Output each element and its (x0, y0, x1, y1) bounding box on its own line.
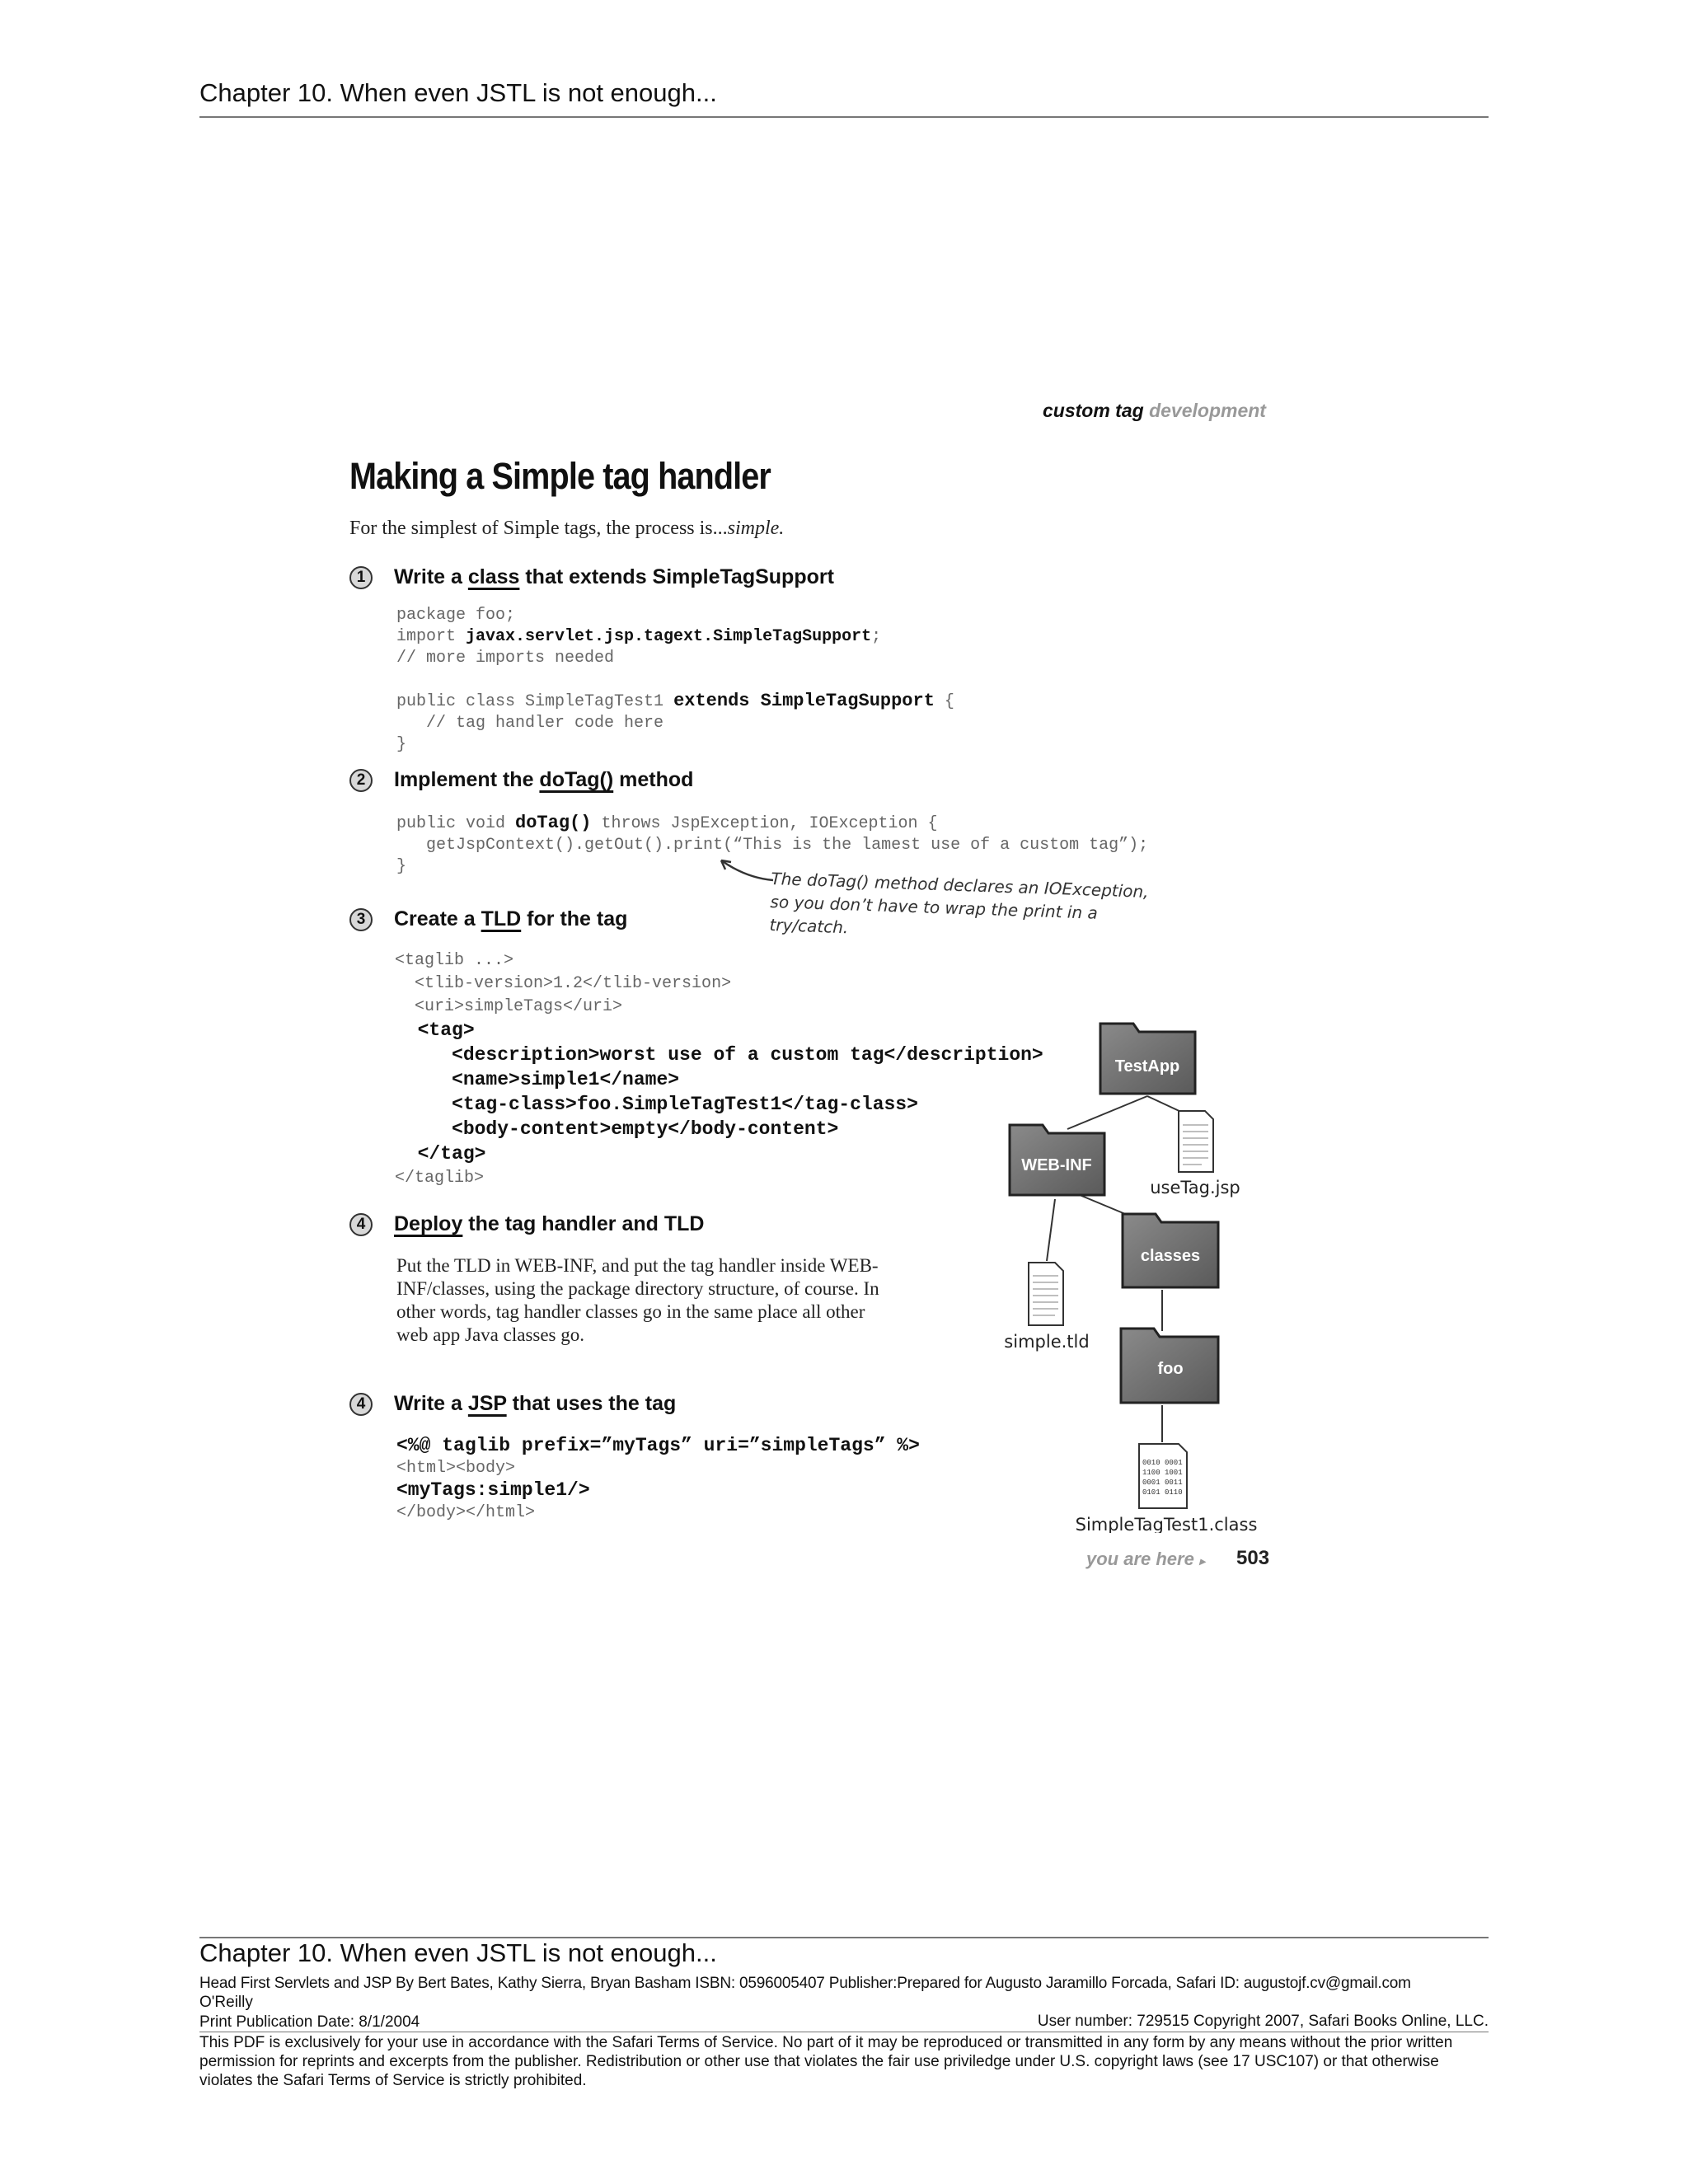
step-number: 4 (349, 1393, 373, 1416)
footer-chapter-title: Chapter 10. When even JSTL is not enough... (199, 1938, 717, 1967)
step-number: 4 (349, 1213, 373, 1236)
intro-emphasis: simple. (727, 518, 785, 539)
svg-text:0010 0001: 0010 0001 (1142, 1459, 1183, 1467)
footer-book-line: Head First Servlets and JSP By Bert Bates, Kathy Sierra, Bryan Basham ISBN: 0596005407 Publisher:Prepared for Augusto Jaramillo Forcada, Safari ID: augustojf.cv@gmail.com (199, 1975, 1411, 1992)
page-title: Making a Simple tag handler (349, 455, 771, 497)
footer-publisher: O'Reilly (199, 1994, 253, 2011)
step-4-jsp (349, 1392, 676, 1416)
step-title: Create a TLD for the tag (394, 907, 628, 930)
deploy-paragraph: Put the TLD in WEB-INF, and put the tag handler inside WEB-INF/classes, using the package directory structure, of course. In other words, tag handler classes go in the same place all other web app Java classes go. (396, 1255, 879, 1345)
file-label-class: SimpleTagTest1.class (1075, 1515, 1258, 1533)
header-rule (199, 116, 1489, 118)
code-block-class: package foo; import javax.servlet.jsp.tagext.SimpleTagSupport; // more imports needed public class SimpleTagTest1 extends SimpleTagSupport { // tag handler code here } (396, 606, 954, 754)
step-title: Write a JSP that uses the tag (394, 1392, 677, 1415)
svg-text:0101 0110: 0101 0110 (1142, 1488, 1183, 1497)
directory-tree-diagram (997, 1014, 1261, 1533)
file-icon (1029, 1263, 1063, 1325)
code-block-jsp: <%@ taglib prefix=”myTags” uri=”simpleTags” %> <html><body> <myTags:simple1/> </body></html> (396, 1435, 920, 1522)
step-title: Deploy the tag handler and TLD (394, 1212, 705, 1235)
file-label-simpletld: simple.tld (1004, 1332, 1090, 1352)
folder-label-webinf: WEB-INF (1021, 1156, 1092, 1174)
annotation-note: The doTag() method declares an IOException, so you don’t have to wrap the print in a try/catch. (769, 868, 1149, 938)
section-label-bold: custom tag (1043, 400, 1144, 421)
footer-terms: This PDF is exclusively for your use in accordance with the Safari Terms of Service. No part of it may be reproduced or transmitted in any form by any means without the prior written permission for reprints and excerpts from the publisher. Redistribution or other use that violates the fair use priviledge under U.S. copyright laws (see 17 USC107) or that otherwise violates the Safari Terms of Service is strictly prohibited. (199, 2034, 1453, 2089)
code-block-tld: <taglib ...> <tlib-version>1.2</tlib-version> <uri>simpleTags</uri> <tag> <description>worst use of a custom tag</description> <name>simple1</name> <tag-class>foo.SimpleTagTest1</tag-class> <body-content>empty</body-content> </tag> </taglib> (395, 951, 1043, 1188)
intro-main: For the simplest of Simple tags, the process is... (349, 518, 728, 539)
step-number: 2 (349, 769, 373, 792)
step-2 (349, 768, 693, 792)
svg-text:1100 1001: 1100 1001 (1142, 1469, 1183, 1477)
section-label (1043, 400, 1266, 422)
you-are-here: you are here ▸ (1086, 1549, 1205, 1569)
step-1 (349, 565, 834, 589)
step-number: 3 (349, 908, 373, 931)
file-icon (1179, 1111, 1213, 1172)
step-number: 1 (349, 566, 373, 589)
step-3 (349, 907, 627, 931)
triangle-right-icon: ▸ (1198, 1554, 1205, 1568)
code-block-dotag: public void doTag() throws JspException, IOException { getJspContext().getOut().print(“This is the lamest use of a custom tag”); } (396, 813, 1149, 876)
footer-print-date: Print Publication Date: 8/1/2004 (199, 2013, 420, 2031)
class-file-icon (1139, 1444, 1187, 1508)
folder-label-foo: foo (1157, 1360, 1184, 1378)
file-label-usetag: useTag.jsp (1150, 1178, 1240, 1197)
footer-user-number: User number: 729515 Copyright 2007, Safari Books Online, LLC. (1037, 2013, 1489, 2030)
folder-label-classes: classes (1140, 1247, 1201, 1265)
step-4-deploy (349, 1212, 704, 1236)
folder-label-testapp: TestApp (1114, 1057, 1180, 1076)
intro-text (349, 518, 784, 540)
section-label-light: development (1149, 400, 1266, 421)
svg-text:0001 0011: 0001 0011 (1142, 1479, 1183, 1487)
page-number: 503 (1236, 1547, 1270, 1569)
step-title: Implement the doTag() method (394, 768, 694, 791)
running-header-title: Chapter 10. When even JSTL is not enough... (199, 78, 717, 107)
step-title: Write a class that extends SimpleTagSupport (394, 565, 834, 588)
